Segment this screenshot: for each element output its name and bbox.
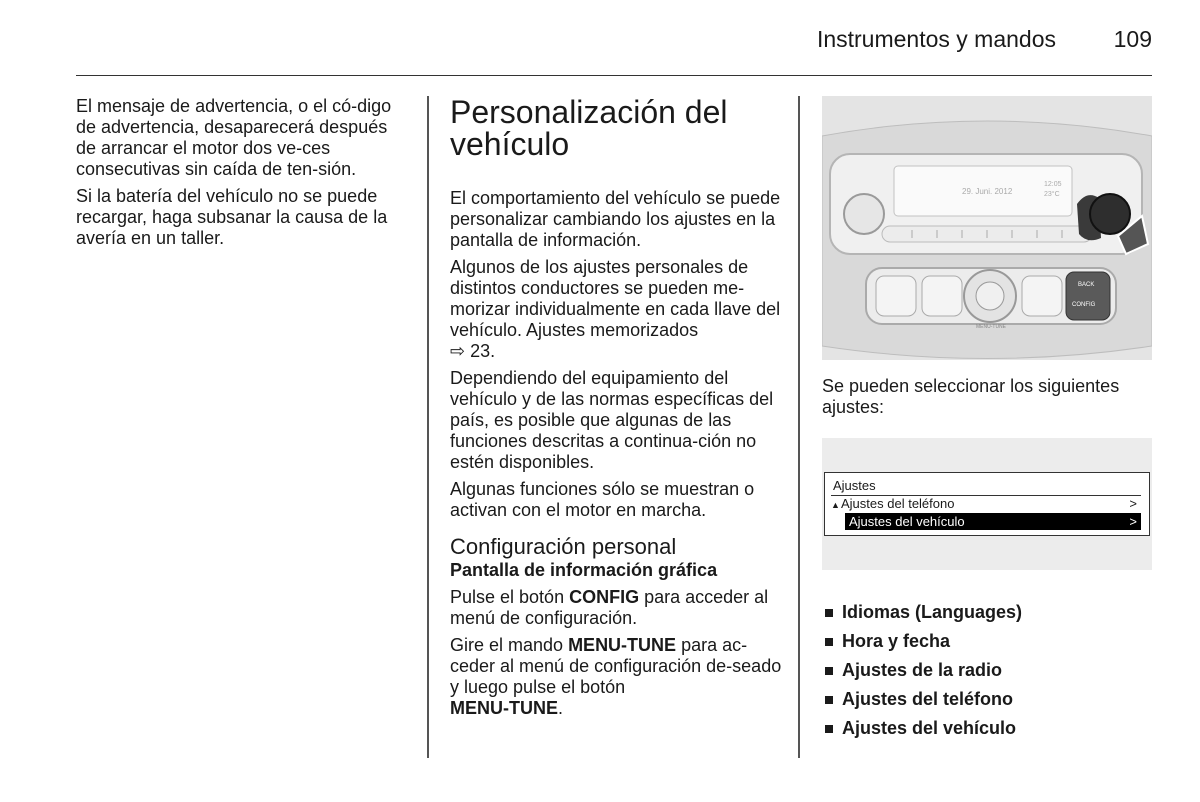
scroll-up-icon: ▲ (831, 500, 840, 510)
display-date: 29. Juni. 2012 (962, 187, 1013, 196)
button-name: CONFIG (569, 587, 640, 607)
text: . (558, 698, 564, 718)
paragraph: El mensaje de advertencia, o el có-digo de advertencia, desaparecerá después de arrancar el motor dos ve-ces consecutivas sin caída de ten-sión. (76, 96, 392, 179)
column-divider (427, 96, 429, 758)
display-temp: 23°C (1044, 191, 1060, 198)
config-button-label: CONFIG (1072, 302, 1096, 308)
page-number: 109 (1113, 26, 1152, 52)
text: Pulse el botón (450, 587, 570, 607)
settings-screen-illustration (822, 438, 1152, 570)
section-title: Instrumentos y mandos (816, 26, 1056, 52)
screen-frame (824, 472, 1150, 536)
menu-item-label: Ajustes del teléfono (841, 496, 955, 511)
page-reference: ⇨ 23. (450, 341, 496, 361)
settings-list (822, 598, 1152, 743)
menu-tune-label: MENU-TUNE (976, 324, 1006, 330)
screen-title: Ajustes (833, 478, 876, 493)
list-item: Idiomas (Languages) (822, 598, 1152, 627)
radio-panel-drawing (822, 96, 1152, 360)
text: Gire el mando (450, 635, 569, 655)
subheading: Configuración personal (450, 534, 677, 559)
column-divider (798, 96, 800, 758)
column-3 (822, 96, 1152, 743)
paragraph (450, 257, 782, 362)
column-1 (76, 96, 408, 255)
list-item: Ajustes del teléfono (822, 685, 1152, 714)
paragraph: Algunas funciones sólo se muestran o activan con el motor en marcha. (450, 479, 755, 520)
paragraph: Si la batería del vehículo no se puede recargar, haga subsanar la causa de la avería en un taller. (76, 186, 388, 248)
menu-item-label: Ajustes del vehículo (849, 514, 965, 529)
list-item: Ajustes de la radio (822, 656, 1152, 685)
display-time: 12:05 (1044, 181, 1062, 188)
screen-menu-item-selected (845, 513, 1141, 530)
caption: Se pueden seleccionar los siguientes ajustes: (822, 376, 1120, 417)
screen-menu-item (831, 496, 1141, 512)
chevron-right-icon: > (1129, 496, 1137, 511)
page-header (76, 26, 1152, 76)
paragraph (450, 635, 782, 719)
knob-name: MENU-TUNE (568, 635, 677, 655)
knob-name: MENU-TUNE (450, 698, 558, 718)
column-2 (450, 96, 782, 725)
list-item: Hora y fecha (822, 627, 1152, 656)
list-item: Ajustes del vehículo (822, 714, 1152, 743)
chevron-right-icon: > (1129, 514, 1137, 529)
radio-panel-illustration (822, 96, 1152, 360)
text: para ac-ceder al menú de configuración de-seado y luego pulse el botón (450, 635, 782, 697)
paragraph-text: Algunos de los ajustes personales de distintos conductores se pueden me-morizar individualmente en cada llave del vehículo. Ajustes memorizados (450, 257, 781, 340)
sub-subheading: Pantalla de información gráfica (450, 560, 718, 580)
text: para acceder al menú de configuración. (450, 587, 769, 628)
back-button-label: BACK (1078, 282, 1095, 288)
section-heading: Personalización del vehículo (450, 94, 728, 162)
paragraph: El comportamiento del vehículo se puede personalizar cambiando los ajustes en la pantalla de información. (450, 188, 781, 250)
paragraph: Dependiendo del equipamiento del vehículo y de las normas específicas del país, es posible que algunas de las funciones descritas a continua-ción no estén disponibles. (450, 368, 774, 472)
paragraph (450, 587, 782, 629)
